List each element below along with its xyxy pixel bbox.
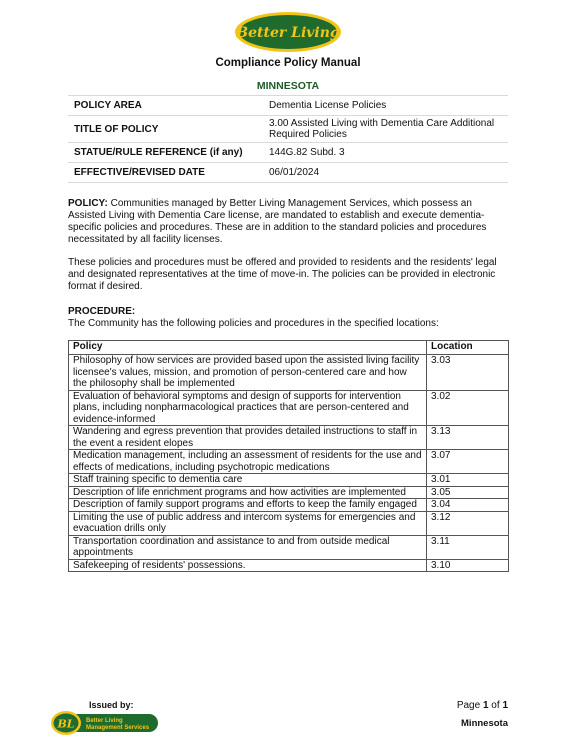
policy-cell: Philosophy of how services are provided based upon the assisted living facility licensee's values, mission, and promotion of person-centered care and how the philosophy shall be implemented xyxy=(69,355,427,391)
footer-logo xyxy=(50,710,160,736)
table-row xyxy=(69,499,509,512)
metadata-key: EFFECTIVE/REVISED DATE xyxy=(74,167,205,178)
table-row xyxy=(69,426,509,450)
document-title: Compliance Policy Manual xyxy=(215,57,361,69)
policy-location-table xyxy=(68,340,509,572)
policy-cell: Limiting the use of public address and intercom systems for emergencies and evacuation drills only xyxy=(69,511,427,535)
footer-logo-line1: Better Living xyxy=(86,718,123,724)
procedure-label: PROCEDURE: xyxy=(68,306,136,317)
location-cell: 3.07 xyxy=(427,450,509,474)
table-row xyxy=(69,390,509,426)
footer-logo-line2: Management Services xyxy=(86,725,150,731)
metadata-row xyxy=(68,96,508,116)
policy-paragraph-2: These policies and procedures must be offered and provided to residents and the residents' legal and designated representatives at the time of move-in. The policies can be provided in electronic format if desired. xyxy=(68,257,497,292)
state-header: MINNESOTA xyxy=(256,80,320,92)
policy-label: POLICY: xyxy=(68,198,108,209)
metadata-value: Dementia License Policies xyxy=(269,100,387,111)
better-living-logo xyxy=(234,11,342,53)
column-header-location: Location xyxy=(427,341,509,355)
policy-cell: Medication management, including an assessment of residents for the use and effects of medications, including psychotropic medications xyxy=(69,450,427,474)
column-header-policy: Policy xyxy=(69,341,427,355)
page-number: Page 1 of 1 xyxy=(456,700,508,711)
location-cell: 3.02 xyxy=(427,390,509,426)
footer-state: Minnesota xyxy=(461,718,508,729)
policy-cell: Description of family support programs and efforts to keep the family engaged xyxy=(69,499,427,512)
policy-cell: Description of life enrichment programs and how activities are implemented xyxy=(69,486,427,499)
metadata-key: POLICY AREA xyxy=(74,100,142,111)
table-row xyxy=(69,559,509,572)
policy-text: Communities managed by Better Living Management Services, which possess an Assisted Living with Dementia Care license, are mandated to establish and execute dementia-specific policies and procedures. These are in addition to the standard policies and procedures necessitated by all facility licenses. xyxy=(68,198,487,245)
policy-paragraph xyxy=(68,198,508,246)
metadata-row xyxy=(68,116,508,143)
location-cell: 3.11 xyxy=(427,535,509,559)
policy-cell: Transportation coordination and assistance to and from outside medical appointments xyxy=(69,535,427,559)
location-cell: 3.03 xyxy=(427,355,509,391)
procedure-intro: The Community has the following policies and procedures in the specified locations: xyxy=(68,318,439,329)
location-cell: 3.01 xyxy=(427,474,509,487)
policy-cell: Evaluation of behavioral symptoms and design of supports for intervention plans, including nonpharmacological practices that are person-centered and evidence-informed xyxy=(69,390,427,426)
policy-cell: Staff training specific to dementia care xyxy=(69,474,427,487)
policy-metadata-table xyxy=(68,95,508,183)
table-row xyxy=(69,474,509,487)
metadata-value: 144G.82 Subd. 3 xyxy=(269,147,345,158)
table-row xyxy=(69,535,509,559)
table-row xyxy=(69,486,509,499)
policy-cell: Wandering and egress prevention that provides detailed instructions to staff in the event a resident elopes xyxy=(69,426,427,450)
logo-text: Better Living xyxy=(236,25,340,41)
metadata-row xyxy=(68,163,508,183)
metadata-value: 3.00 Assisted Living with Dementia Care Additional Required Policies xyxy=(269,118,495,140)
location-cell: 3.12 xyxy=(427,511,509,535)
location-cell: 3.13 xyxy=(427,426,509,450)
table-row xyxy=(69,511,509,535)
table-row xyxy=(69,355,509,391)
metadata-key: TITLE OF POLICY xyxy=(74,123,159,135)
issued-by-label: Issued by: xyxy=(89,700,134,710)
location-cell: 3.04 xyxy=(427,499,509,512)
footer-logo-monogram: BL xyxy=(57,717,75,731)
metadata-key: STATUE/RULE REFERENCE (if any) xyxy=(74,147,243,158)
table-row xyxy=(69,450,509,474)
policy-cell: Safekeeping of residents' possessions. xyxy=(69,559,427,572)
table-header-row xyxy=(69,341,509,355)
metadata-row xyxy=(68,143,508,163)
metadata-value: 06/01/2024 xyxy=(269,167,320,178)
location-cell: 3.05 xyxy=(427,486,509,499)
location-cell: 3.10 xyxy=(427,559,509,572)
